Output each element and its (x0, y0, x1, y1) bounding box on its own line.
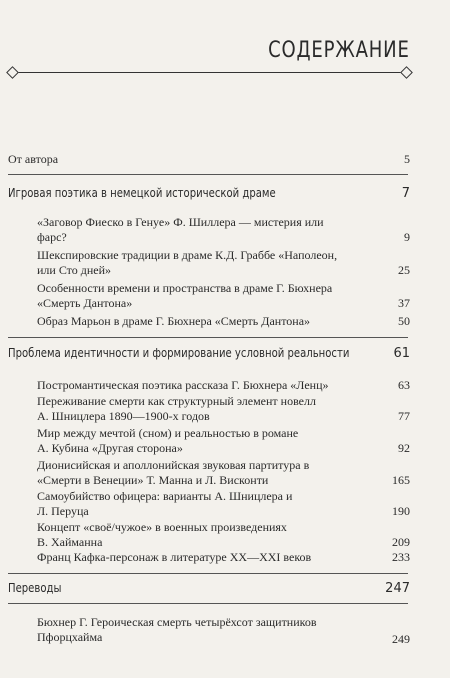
toc-entry-page: 233 (392, 550, 410, 564)
toc-entry-title: Бюхнер Г. Героическая смерть четырёхсот защитников Пфорцхайма (37, 615, 317, 644)
toc-entry-title: Переживание смерти как структурный элемент новелл А. Шницлера 1890—1900-х годов (37, 394, 316, 423)
toc-entry-title: От автора (8, 152, 59, 166)
section-title: Переводы (8, 581, 62, 595)
section-page: 61 (393, 346, 410, 361)
section-separator (8, 174, 408, 175)
toc-entry-page: 165 (392, 473, 410, 487)
diamond-ornament-left (6, 66, 19, 79)
toc-entry-title: Самоубийство офицера: варианты А. Шницлера и Л. Перуца (37, 489, 293, 518)
toc-entry-title: «Заговор Фиеско в Генуе» Ф. Шиллера — мистерия или фарс? (37, 215, 324, 244)
toc-entry-title: Шекспировские традиции в драме К.Д. Граббе «Наполеон, или Сто дней» (37, 248, 338, 277)
toc-entry-page: 249 (392, 632, 410, 646)
header-rule (10, 72, 405, 73)
diamond-ornament-right (400, 66, 413, 79)
toc-entry-title: Образ Марьон в драме Г. Бюхнера «Смерть Дантона» (37, 314, 311, 328)
toc-entry-title: Мир между мечтой (сном) и реальностью в романе А. Кубина «Другая сторона» (37, 426, 299, 455)
toc-entry-page: 77 (398, 409, 410, 423)
toc-entry-page: 50 (398, 314, 410, 328)
toc-entry-page: 25 (398, 263, 410, 277)
toc-entry-page: 5 (404, 152, 410, 166)
section-title: Игровая поэтика в немецкой исторической драме (8, 186, 276, 200)
toc-entry-page: 209 (392, 535, 410, 549)
toc-entry-title: Концепт «своё/чужое» в военных произведениях В. Хайманна (37, 520, 287, 549)
page-title: СОДЕРЖАНИЕ (268, 38, 410, 63)
toc-entry-page: 63 (398, 378, 410, 392)
toc-entry-title: Особенности времени и пространства в драме Г. Бюхнера «Смерть Дантона» (37, 281, 333, 310)
toc-entry-page: 190 (392, 504, 410, 518)
section-page: 247 (385, 581, 410, 596)
section-page: 7 (401, 186, 410, 201)
toc-entry-page: 37 (398, 296, 410, 310)
section-separator (8, 603, 408, 604)
toc-entry-page: 9 (404, 230, 410, 244)
toc-entry-title: Франц Кафка-персонаж в литературе XX—XXI веков (37, 550, 312, 564)
section-separator (8, 337, 408, 338)
section-title: Проблема идентичности и формирование условной реальности (8, 346, 350, 360)
toc-entry-page: 92 (398, 441, 410, 455)
toc-entry-title: Постромантическая поэтика рассказа Г. Бюхнера «Ленц» (37, 378, 329, 392)
toc-entry-title: Дионисийская и аполлонийская звуковая партитура в «Смерти в Венеции» Т. Манна и Л. Висконти (37, 458, 310, 487)
section-separator (8, 573, 408, 574)
